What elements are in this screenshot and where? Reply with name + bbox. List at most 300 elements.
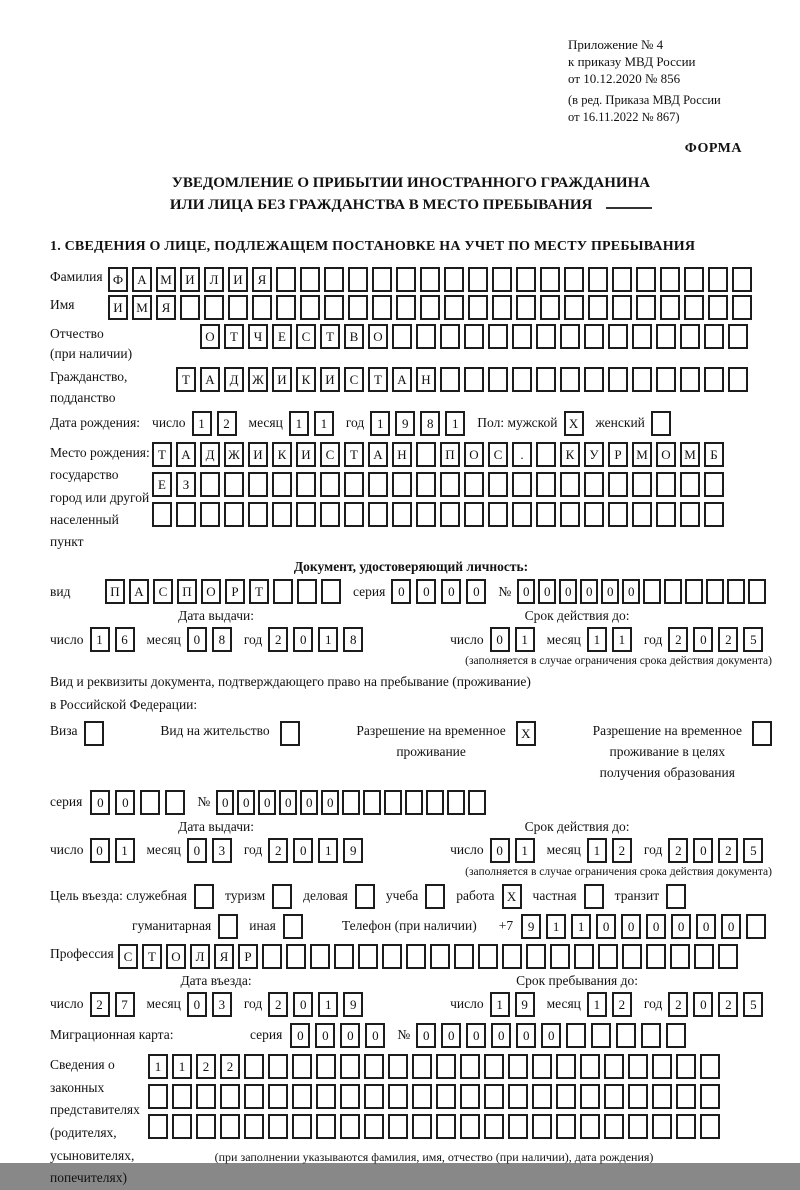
char-cell[interactable] (540, 267, 560, 292)
char-cell[interactable] (358, 944, 378, 969)
char-cell[interactable] (244, 1084, 264, 1109)
char-cell[interactable]: 0 (293, 992, 313, 1017)
char-cell[interactable] (526, 944, 546, 969)
char-cell[interactable]: Т (152, 442, 172, 467)
char-cell[interactable] (748, 579, 766, 604)
char-cell[interactable] (536, 502, 556, 527)
char-cell[interactable]: К (272, 442, 292, 467)
sex-male-checkbox[interactable]: X (564, 411, 584, 436)
char-cell[interactable] (316, 1054, 336, 1079)
char-cell[interactable]: И (248, 442, 268, 467)
char-cell[interactable] (440, 502, 460, 527)
char-cell[interactable]: 3 (212, 992, 232, 1017)
char-cell[interactable] (632, 472, 652, 497)
char-cell[interactable]: 2 (220, 1054, 240, 1079)
char-cell[interactable] (584, 472, 604, 497)
char-cell[interactable] (508, 1114, 528, 1139)
char-cell[interactable]: 0 (237, 790, 255, 815)
char-cell[interactable] (364, 1114, 384, 1139)
char-cell[interactable]: 0 (621, 914, 641, 939)
char-cell[interactable] (148, 1114, 168, 1139)
temp-residence-checkbox[interactable]: X (516, 721, 536, 746)
char-cell[interactable] (444, 295, 464, 320)
char-cell[interactable]: М (156, 267, 176, 292)
char-cell[interactable] (516, 267, 536, 292)
char-cell[interactable] (316, 1084, 336, 1109)
char-cell[interactable]: Р (225, 579, 245, 604)
char-cell[interactable] (632, 324, 652, 349)
char-cell[interactable] (492, 295, 512, 320)
char-cell[interactable] (430, 944, 450, 969)
char-cell[interactable] (396, 267, 416, 292)
edu-residence-checkbox[interactable] (752, 721, 772, 746)
char-cell[interactable]: О (464, 442, 484, 467)
char-cell[interactable] (574, 944, 594, 969)
char-cell[interactable]: Т (224, 324, 244, 349)
char-cell[interactable]: 2 (668, 992, 688, 1017)
char-cell[interactable]: 1 (318, 992, 338, 1017)
char-cell[interactable] (700, 1084, 720, 1109)
char-cell[interactable]: 7 (115, 992, 135, 1017)
char-cell[interactable] (292, 1084, 312, 1109)
char-cell[interactable]: Т (249, 579, 269, 604)
char-cell[interactable]: 8 (420, 411, 440, 436)
char-cell[interactable] (676, 1084, 696, 1109)
char-cell[interactable]: 1 (587, 992, 607, 1017)
char-cell[interactable]: Е (152, 472, 172, 497)
char-cell[interactable] (700, 1054, 720, 1079)
char-cell[interactable]: 0 (541, 1023, 561, 1048)
char-cell[interactable] (512, 502, 532, 527)
char-cell[interactable] (488, 502, 508, 527)
char-cell[interactable] (628, 1084, 648, 1109)
char-cell[interactable]: 5 (743, 992, 763, 1017)
purpose-study-checkbox[interactable] (425, 884, 445, 909)
char-cell[interactable]: 0 (601, 579, 619, 604)
char-cell[interactable] (268, 1084, 288, 1109)
char-cell[interactable] (372, 295, 392, 320)
char-cell[interactable]: Я (214, 944, 234, 969)
char-cell[interactable]: О (656, 442, 676, 467)
char-cell[interactable] (276, 295, 296, 320)
char-cell[interactable] (532, 1054, 552, 1079)
char-cell[interactable] (728, 324, 748, 349)
char-cell[interactable]: 6 (115, 627, 135, 652)
char-cell[interactable]: 0 (187, 838, 207, 863)
char-cell[interactable] (468, 790, 486, 815)
char-cell[interactable]: 0 (466, 1023, 486, 1048)
char-cell[interactable]: С (488, 442, 508, 467)
char-cell[interactable] (512, 472, 532, 497)
char-cell[interactable]: 1 (612, 627, 632, 652)
char-cell[interactable]: У (584, 442, 604, 467)
char-cell[interactable]: Ж (248, 367, 268, 392)
char-cell[interactable] (372, 267, 392, 292)
char-cell[interactable]: С (320, 442, 340, 467)
char-cell[interactable]: 0 (596, 914, 616, 939)
char-cell[interactable] (560, 502, 580, 527)
char-cell[interactable]: 8 (212, 627, 232, 652)
char-cell[interactable] (584, 324, 604, 349)
char-cell[interactable] (384, 790, 402, 815)
char-cell[interactable]: 2 (196, 1054, 216, 1079)
char-cell[interactable]: 0 (391, 579, 411, 604)
char-cell[interactable]: 0 (693, 627, 713, 652)
char-cell[interactable] (478, 944, 498, 969)
char-cell[interactable] (464, 367, 484, 392)
char-cell[interactable] (732, 267, 752, 292)
char-cell[interactable] (412, 1114, 432, 1139)
char-cell[interactable] (704, 367, 724, 392)
char-cell[interactable] (244, 1114, 264, 1139)
char-cell[interactable] (588, 267, 608, 292)
char-cell[interactable] (694, 944, 714, 969)
char-cell[interactable] (656, 502, 676, 527)
char-cell[interactable]: П (105, 579, 125, 604)
char-cell[interactable] (248, 472, 268, 497)
char-cell[interactable]: А (200, 367, 220, 392)
char-cell[interactable] (604, 1054, 624, 1079)
char-cell[interactable] (252, 295, 272, 320)
char-cell[interactable] (685, 579, 703, 604)
char-cell[interactable]: 0 (279, 790, 297, 815)
char-cell[interactable] (392, 472, 412, 497)
char-cell[interactable] (436, 1114, 456, 1139)
char-cell[interactable] (636, 295, 656, 320)
purpose-tourism-checkbox[interactable] (272, 884, 292, 909)
char-cell[interactable] (440, 324, 460, 349)
char-cell[interactable] (628, 1114, 648, 1139)
char-cell[interactable]: 2 (718, 627, 738, 652)
char-cell[interactable]: 0 (671, 914, 691, 939)
char-cell[interactable] (670, 944, 690, 969)
char-cell[interactable] (532, 1114, 552, 1139)
char-cell[interactable] (584, 502, 604, 527)
char-cell[interactable]: 0 (300, 790, 318, 815)
char-cell[interactable]: А (132, 267, 152, 292)
char-cell[interactable] (680, 502, 700, 527)
char-cell[interactable]: И (108, 295, 128, 320)
char-cell[interactable] (591, 1023, 611, 1048)
char-cell[interactable] (310, 944, 330, 969)
char-cell[interactable] (276, 267, 296, 292)
char-cell[interactable] (612, 267, 632, 292)
char-cell[interactable]: 0 (721, 914, 741, 939)
char-cell[interactable] (512, 324, 532, 349)
char-cell[interactable]: 1 (148, 1054, 168, 1079)
char-cell[interactable] (396, 295, 416, 320)
char-cell[interactable] (272, 502, 292, 527)
char-cell[interactable] (440, 367, 460, 392)
char-cell[interactable]: К (560, 442, 580, 467)
char-cell[interactable] (564, 267, 584, 292)
char-cell[interactable]: 1 (90, 627, 110, 652)
char-cell[interactable] (550, 944, 570, 969)
char-cell[interactable]: С (153, 579, 173, 604)
char-cell[interactable] (268, 1054, 288, 1079)
char-cell[interactable] (324, 295, 344, 320)
char-cell[interactable] (320, 502, 340, 527)
char-cell[interactable] (176, 502, 196, 527)
char-cell[interactable] (220, 1084, 240, 1109)
char-cell[interactable]: И (180, 267, 200, 292)
char-cell[interactable]: 2 (718, 992, 738, 1017)
char-cell[interactable]: 1 (587, 838, 607, 863)
char-cell[interactable]: А (392, 367, 412, 392)
char-cell[interactable] (416, 324, 436, 349)
char-cell[interactable] (416, 502, 436, 527)
char-cell[interactable] (708, 295, 728, 320)
char-cell[interactable] (464, 502, 484, 527)
char-cell[interactable] (680, 367, 700, 392)
char-cell[interactable] (262, 944, 282, 969)
char-cell[interactable] (641, 1023, 661, 1048)
char-cell[interactable]: 2 (268, 627, 288, 652)
char-cell[interactable]: 2 (612, 838, 632, 863)
char-cell[interactable]: К (296, 367, 316, 392)
char-cell[interactable] (324, 267, 344, 292)
residence-permit-checkbox[interactable] (280, 721, 300, 746)
char-cell[interactable] (244, 1054, 264, 1079)
char-cell[interactable] (440, 472, 460, 497)
char-cell[interactable] (340, 1054, 360, 1079)
char-cell[interactable]: 0 (290, 1023, 310, 1048)
char-cell[interactable] (220, 1114, 240, 1139)
char-cell[interactable] (704, 472, 724, 497)
char-cell[interactable]: 0 (187, 992, 207, 1017)
char-cell[interactable]: 2 (268, 838, 288, 863)
char-cell[interactable] (140, 790, 160, 815)
char-cell[interactable] (363, 790, 381, 815)
char-cell[interactable]: 0 (696, 914, 716, 939)
char-cell[interactable] (344, 502, 364, 527)
char-cell[interactable]: 1 (115, 838, 135, 863)
char-cell[interactable] (224, 502, 244, 527)
char-cell[interactable]: 0 (416, 579, 436, 604)
char-cell[interactable]: 1 (289, 411, 309, 436)
char-cell[interactable] (200, 472, 220, 497)
char-cell[interactable]: 0 (490, 627, 510, 652)
char-cell[interactable]: Ч (248, 324, 268, 349)
char-cell[interactable] (684, 267, 704, 292)
char-cell[interactable]: 1 (571, 914, 591, 939)
char-cell[interactable]: 2 (668, 627, 688, 652)
char-cell[interactable] (536, 442, 556, 467)
char-cell[interactable] (296, 502, 316, 527)
char-cell[interactable] (165, 790, 185, 815)
char-cell[interactable]: 0 (187, 627, 207, 652)
char-cell[interactable] (286, 944, 306, 969)
char-cell[interactable]: 0 (466, 579, 486, 604)
char-cell[interactable] (566, 1023, 586, 1048)
char-cell[interactable] (508, 1054, 528, 1079)
char-cell[interactable] (296, 472, 316, 497)
char-cell[interactable] (368, 502, 388, 527)
char-cell[interactable] (488, 324, 508, 349)
char-cell[interactable]: 9 (343, 992, 363, 1017)
char-cell[interactable]: Т (176, 367, 196, 392)
char-cell[interactable] (556, 1114, 576, 1139)
char-cell[interactable] (708, 267, 728, 292)
char-cell[interactable]: 0 (517, 579, 535, 604)
char-cell[interactable] (460, 1084, 480, 1109)
char-cell[interactable] (342, 790, 360, 815)
char-cell[interactable]: 0 (490, 838, 510, 863)
char-cell[interactable] (660, 295, 680, 320)
char-cell[interactable] (652, 1084, 672, 1109)
char-cell[interactable] (632, 367, 652, 392)
char-cell[interactable] (536, 367, 556, 392)
char-cell[interactable]: 1 (314, 411, 334, 436)
char-cell[interactable]: 0 (416, 1023, 436, 1048)
char-cell[interactable]: 0 (441, 579, 461, 604)
char-cell[interactable] (420, 295, 440, 320)
char-cell[interactable] (632, 502, 652, 527)
char-cell[interactable]: 0 (491, 1023, 511, 1048)
char-cell[interactable] (388, 1114, 408, 1139)
char-cell[interactable] (172, 1114, 192, 1139)
char-cell[interactable] (588, 295, 608, 320)
char-cell[interactable]: 0 (90, 790, 110, 815)
char-cell[interactable]: 1 (192, 411, 212, 436)
char-cell[interactable] (598, 944, 618, 969)
char-cell[interactable] (660, 267, 680, 292)
char-cell[interactable]: Т (142, 944, 162, 969)
char-cell[interactable]: 0 (321, 790, 339, 815)
char-cell[interactable] (502, 944, 522, 969)
char-cell[interactable] (728, 367, 748, 392)
char-cell[interactable]: 0 (216, 790, 234, 815)
char-cell[interactable] (406, 944, 426, 969)
char-cell[interactable]: Б (704, 442, 724, 467)
char-cell[interactable]: И (272, 367, 292, 392)
char-cell[interactable] (444, 267, 464, 292)
char-cell[interactable]: 9 (515, 992, 535, 1017)
char-cell[interactable]: 9 (395, 411, 415, 436)
char-cell[interactable] (172, 1084, 192, 1109)
char-cell[interactable] (412, 1054, 432, 1079)
char-cell[interactable]: 0 (293, 627, 313, 652)
char-cell[interactable] (340, 1084, 360, 1109)
char-cell[interactable]: 0 (293, 838, 313, 863)
char-cell[interactable] (604, 1114, 624, 1139)
char-cell[interactable]: 1 (515, 627, 535, 652)
char-cell[interactable]: Я (156, 295, 176, 320)
char-cell[interactable] (656, 324, 676, 349)
char-cell[interactable]: А (368, 442, 388, 467)
char-cell[interactable] (676, 1054, 696, 1079)
char-cell[interactable]: 0 (315, 1023, 335, 1048)
char-cell[interactable] (297, 579, 317, 604)
char-cell[interactable] (300, 295, 320, 320)
char-cell[interactable]: П (440, 442, 460, 467)
char-cell[interactable] (368, 472, 388, 497)
char-cell[interactable]: М (132, 295, 152, 320)
char-cell[interactable]: Е (272, 324, 292, 349)
char-cell[interactable] (196, 1114, 216, 1139)
char-cell[interactable] (464, 324, 484, 349)
char-cell[interactable] (652, 1114, 672, 1139)
char-cell[interactable] (646, 944, 666, 969)
visa-checkbox[interactable] (84, 721, 104, 746)
char-cell[interactable] (436, 1084, 456, 1109)
char-cell[interactable] (608, 502, 628, 527)
char-cell[interactable] (488, 472, 508, 497)
char-cell[interactable] (636, 267, 656, 292)
char-cell[interactable] (344, 472, 364, 497)
char-cell[interactable]: 2 (718, 838, 738, 863)
char-cell[interactable]: 8 (343, 627, 363, 652)
char-cell[interactable] (652, 1054, 672, 1079)
char-cell[interactable]: П (177, 579, 197, 604)
char-cell[interactable] (536, 324, 556, 349)
char-cell[interactable] (447, 790, 465, 815)
char-cell[interactable] (608, 324, 628, 349)
char-cell[interactable] (364, 1084, 384, 1109)
char-cell[interactable] (656, 367, 676, 392)
char-cell[interactable] (388, 1084, 408, 1109)
char-cell[interactable]: Ж (224, 442, 244, 467)
char-cell[interactable]: А (129, 579, 149, 604)
char-cell[interactable] (200, 502, 220, 527)
char-cell[interactable] (564, 295, 584, 320)
char-cell[interactable] (684, 295, 704, 320)
char-cell[interactable] (608, 367, 628, 392)
char-cell[interactable] (580, 1054, 600, 1079)
char-cell[interactable] (516, 295, 536, 320)
char-cell[interactable] (556, 1084, 576, 1109)
char-cell[interactable] (643, 579, 661, 604)
char-cell[interactable]: Н (392, 442, 412, 467)
char-cell[interactable]: О (201, 579, 221, 604)
char-cell[interactable] (416, 442, 436, 467)
char-cell[interactable]: 0 (580, 579, 598, 604)
purpose-official-checkbox[interactable] (194, 884, 214, 909)
char-cell[interactable] (148, 1084, 168, 1109)
char-cell[interactable]: 1 (445, 411, 465, 436)
char-cell[interactable]: С (344, 367, 364, 392)
char-cell[interactable] (508, 1084, 528, 1109)
char-cell[interactable]: 0 (516, 1023, 536, 1048)
char-cell[interactable] (718, 944, 738, 969)
char-cell[interactable] (512, 367, 532, 392)
char-cell[interactable] (204, 295, 224, 320)
char-cell[interactable] (536, 472, 556, 497)
char-cell[interactable] (584, 367, 604, 392)
char-cell[interactable] (488, 367, 508, 392)
char-cell[interactable] (412, 1084, 432, 1109)
char-cell[interactable] (604, 1084, 624, 1109)
char-cell[interactable]: 0 (693, 992, 713, 1017)
char-cell[interactable] (180, 295, 200, 320)
char-cell[interactable] (706, 579, 724, 604)
char-cell[interactable] (392, 324, 412, 349)
char-cell[interactable] (321, 579, 341, 604)
char-cell[interactable]: Л (190, 944, 210, 969)
char-cell[interactable]: 9 (343, 838, 363, 863)
char-cell[interactable] (680, 324, 700, 349)
char-cell[interactable]: И (320, 367, 340, 392)
char-cell[interactable]: 0 (340, 1023, 360, 1048)
char-cell[interactable]: С (296, 324, 316, 349)
char-cell[interactable]: 1 (587, 627, 607, 652)
char-cell[interactable]: 1 (318, 627, 338, 652)
char-cell[interactable] (464, 472, 484, 497)
char-cell[interactable]: 0 (115, 790, 135, 815)
char-cell[interactable] (364, 1054, 384, 1079)
purpose-humanitarian-checkbox[interactable] (218, 914, 238, 939)
char-cell[interactable]: 1 (490, 992, 510, 1017)
